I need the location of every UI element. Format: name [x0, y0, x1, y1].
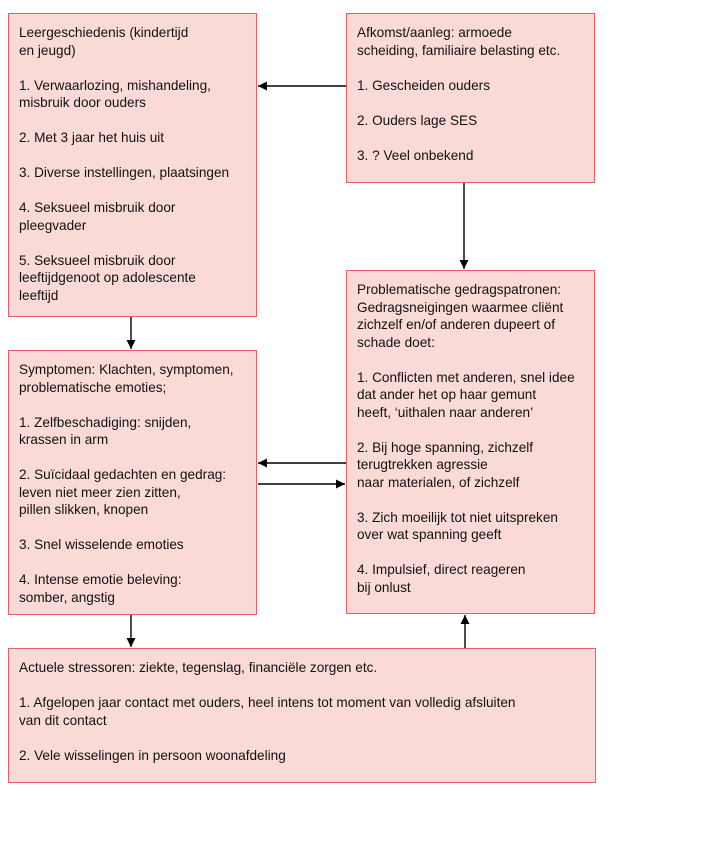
box-item-line: somber, angstig: [19, 589, 115, 605]
box-item-line: 3. Diverse instellingen, plaatsingen: [19, 165, 230, 180]
box-item-line: misbruik door ouders: [19, 95, 146, 110]
box-item-line: 2. Vele wisselingen in persoon woonafdeling: [19, 747, 286, 763]
box-item-line: leeftijd: [19, 287, 59, 303]
box-heading-line: scheiding, familiaire belasting etc.: [357, 42, 561, 58]
box-item-line: 3. Snel wisselende emoties: [19, 537, 184, 552]
box-item-line: van dit contact: [19, 712, 107, 728]
box-heading-line: Gedragsneigingen waarmee cliënt: [357, 299, 564, 315]
box-item-line: 3. ? Veel onbekend: [357, 147, 474, 163]
box-item-line: 3. Zich moeilijk tot niet uitspreken: [357, 509, 558, 525]
box-item-line: pillen slikken, knopen: [19, 502, 149, 517]
box-item-line: leeftijdgenoot op adolescente: [19, 270, 196, 285]
box-heading-line: schade doet:: [357, 334, 435, 350]
box-item-line: 2. Met 3 jaar het huis uit: [19, 130, 165, 145]
box-item-line: bij onlust: [357, 579, 411, 595]
box-item-line: pleegvader: [19, 217, 87, 233]
box-item-line: 1. Gescheiden ouders: [357, 77, 491, 93]
box-item-line: 1. Zelfbeschadiging: snijden,: [19, 414, 192, 430]
box-item-line: 5. Seksueel misbruik door: [19, 252, 176, 268]
box-item-line: dat ander het op haar gemunt: [357, 387, 537, 402]
box-heading-line: Problematische gedragspatronen:: [357, 282, 562, 297]
box-heading-line: Leergeschiedenis (kindertijd: [19, 25, 189, 40]
box-heading-line: en jeugd): [19, 42, 76, 58]
box-item-line: 2. Bij hoge spanning, zichzelf: [357, 439, 534, 455]
box-item-line: 2. Ouders lage SES: [357, 112, 478, 128]
box-item-line: leven niet meer zien zitten,: [19, 484, 181, 500]
box-heading-line: Actuele stressoren: ziekte, tegenslag, financiële zorgen etc.: [19, 660, 378, 675]
box-item-line: 4. Impulsief, direct reageren: [357, 562, 526, 577]
box-heading-line: problematische emoties;: [19, 379, 167, 395]
box-item-line: over wat spanning geeft: [357, 527, 502, 542]
box-item-line: 4. Intense emotie beleving:: [19, 572, 182, 587]
box-item-line: 1. Conflicten met anderen, snel idee: [357, 369, 575, 385]
box-item-line: heeft, ‘uithalen naar anderen’: [357, 404, 534, 420]
box-heading-line: Symptomen: Klachten, symptomen,: [19, 362, 234, 377]
box-heading-line: zichzelf en/of anderen dupeert of: [357, 317, 555, 332]
box-heading-line: Afkomst/aanleg: armoede: [357, 25, 512, 40]
box-item-line: 1. Afgelopen jaar contact met ouders, heel intens tot moment van volledig afsluiten: [19, 695, 516, 710]
box-item-line: naar materialen, of zichzelf: [357, 474, 520, 490]
box-item-line: 4. Seksueel misbruik door: [19, 200, 176, 215]
box-item-line: 1. Verwaarlozing, mishandeling,: [19, 77, 211, 93]
box-item-line: terugtrekken agressie: [357, 457, 488, 472]
box-item-line: 2. Suïcidaal gedachten en gedrag:: [19, 467, 227, 482]
box-item-line: krassen in arm: [19, 432, 109, 447]
